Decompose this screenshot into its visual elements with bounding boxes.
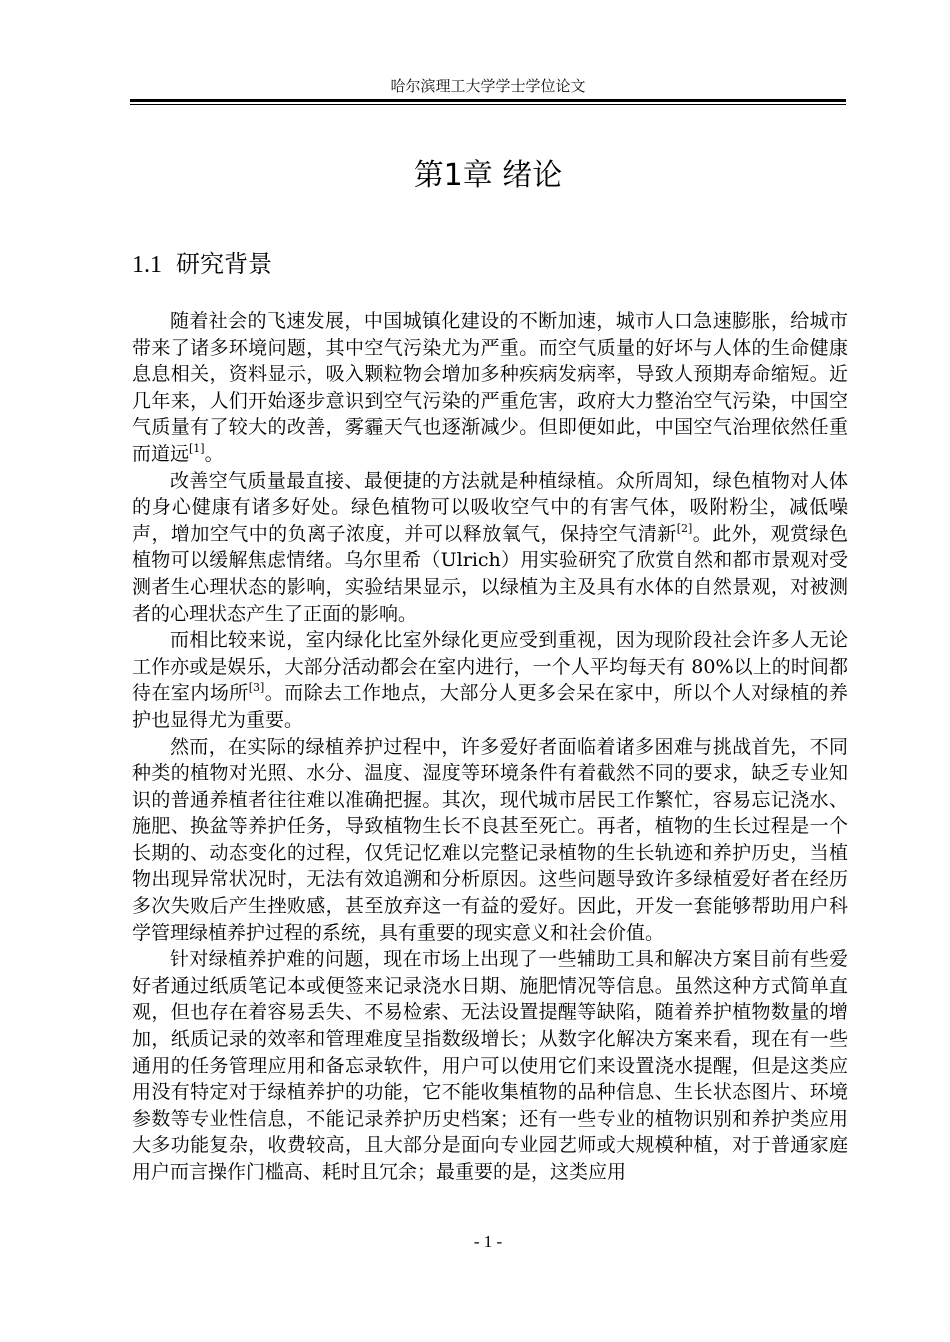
header-rule-thick [130,99,846,102]
paragraph-tail: 。 [204,442,224,465]
paragraph-tail: 。此外，观赏绿色植物可以缓解焦虑情绪。乌尔里希（Ulrich）用实验研究了欣赏自然和都市景观对受测者生心理状态的影响，实验结果显示，以绿植为主及具有水体的自然景观，对被测者的心理状态产生了正面的影响。 [132,522,848,625]
paragraph-tail: 。而除去工作地点，大部分人更多会呆在家中，所以个人对绿植的养护也显得尤为重要。 [132,682,848,731]
page-number: - 1 - [473,1232,503,1251]
header-rule-thin [130,104,846,105]
paragraph-4 [132,734,848,947]
paragraph-2 [132,468,848,628]
running-header: 哈尔滨理工大学学士学位论文 [390,77,586,95]
body-text [132,308,848,1186]
citation-ref: [3] [248,681,265,695]
chapter-title: 第1章 绪论 [413,158,563,193]
paragraph-3 [132,627,848,733]
paragraph-text: 针对绿植养护难的问题，现在市场上出现了一些辅助工具和解决方案目前有些爱好者通过纸质笔记本或便签来记录浇水日期、施肥情况等信息。虽然这种方式简单直观，但也存在着容易丢失、不易检索、无法设置提醒等缺陷，随着养护植物数量的增加，纸质记录的效率和管理难度呈指数级增长；从数字化解决方案来看，现在有一些通用的任务管理应用和备忘录软件，用户可以使用它们来设置浇水提醒，但是这类应用没有特定对于绿植养护的功能，它不能收集植物的品种信息、生长状态图片、环境参数等专业性信息，不能记录养护历史档案；还有一些专业的植物识别和养护类应用大多功能复杂，收费较高，且大部分是面向专业园艺师或大规模种植，对于普通家庭用户而言操作门槛高、耗时且冗余；最重要的是，这类应用 [132,948,848,1183]
paragraph-5 [132,946,848,1185]
paragraph-text: 随着社会的飞速发展，中国城镇化建设的不断加速，城市人口急速膨胀，给城市带来了诸多环境问题，其中空气污染尤为严重。而空气质量的好坏与人体的生命健康息息相关，资料显示，吸入颗粒物会增加多种疾病发病率，导致人预期寿命缩短。近几年来，人们开始逐步意识到空气污染的严重危害，政府大力整治空气污染，中国空气质量有了较大的改善，雾霾天气也逐渐减少。但即便如此，中国空气治理依然任重而道远 [132,310,848,465]
paragraph-text: 而相比较来说，室内绿化比室外绿化更应受到重视，因为现阶段社会许多人无论工作亦或是娱乐，大部分活动都会在室内进行，一个人平均每天有 80%以上的时间都待在室内场所 [132,629,848,705]
paragraph-text: 改善空气质量最直接、最便捷的方法就是种植绿植。众所周知，绿色植物对人体的身心健康有诸多好处。绿色植物可以吸收空气中的有害气体，吸附粉尘，减低噪声，增加空气中的负离子浓度，并可以释放氧气，保持空气清新 [132,469,848,545]
paragraph-1 [132,308,848,468]
section-title: 研究背景 [176,250,272,278]
citation-ref: [1] [189,441,205,455]
section-number: 1.1 [132,252,162,278]
citation-ref: [2] [676,521,693,535]
paragraph-text: 然而，在实际的绿植养护过程中，许多爱好者面临着诸多困难与挑战首先，不同种类的植物对光照、水分、温度、湿度等环境条件有着截然不同的要求，缺乏专业知识的普通养植者往往难以准确把握。其次，现代城市居民工作繁忙，容易忘记浇水、施肥、换盆等养护任务，导致植物生长不良甚至死亡。再者，植物的生长过程是一个长期的、动态变化的过程，仅凭记忆难以完整记录植物的生长轨迹和养护历史，当植物出现异常状况时，无法有效追溯和分析原因。这些问题导致许多绿植爱好者在经历多次失败后产生挫败感，甚至放弃这一有益的爱好。因此，开发一套能够帮助用户科学管理绿植养护过程的系统，具有重要的现实意义和社会价值。 [132,735,848,944]
section-heading [132,247,272,282]
